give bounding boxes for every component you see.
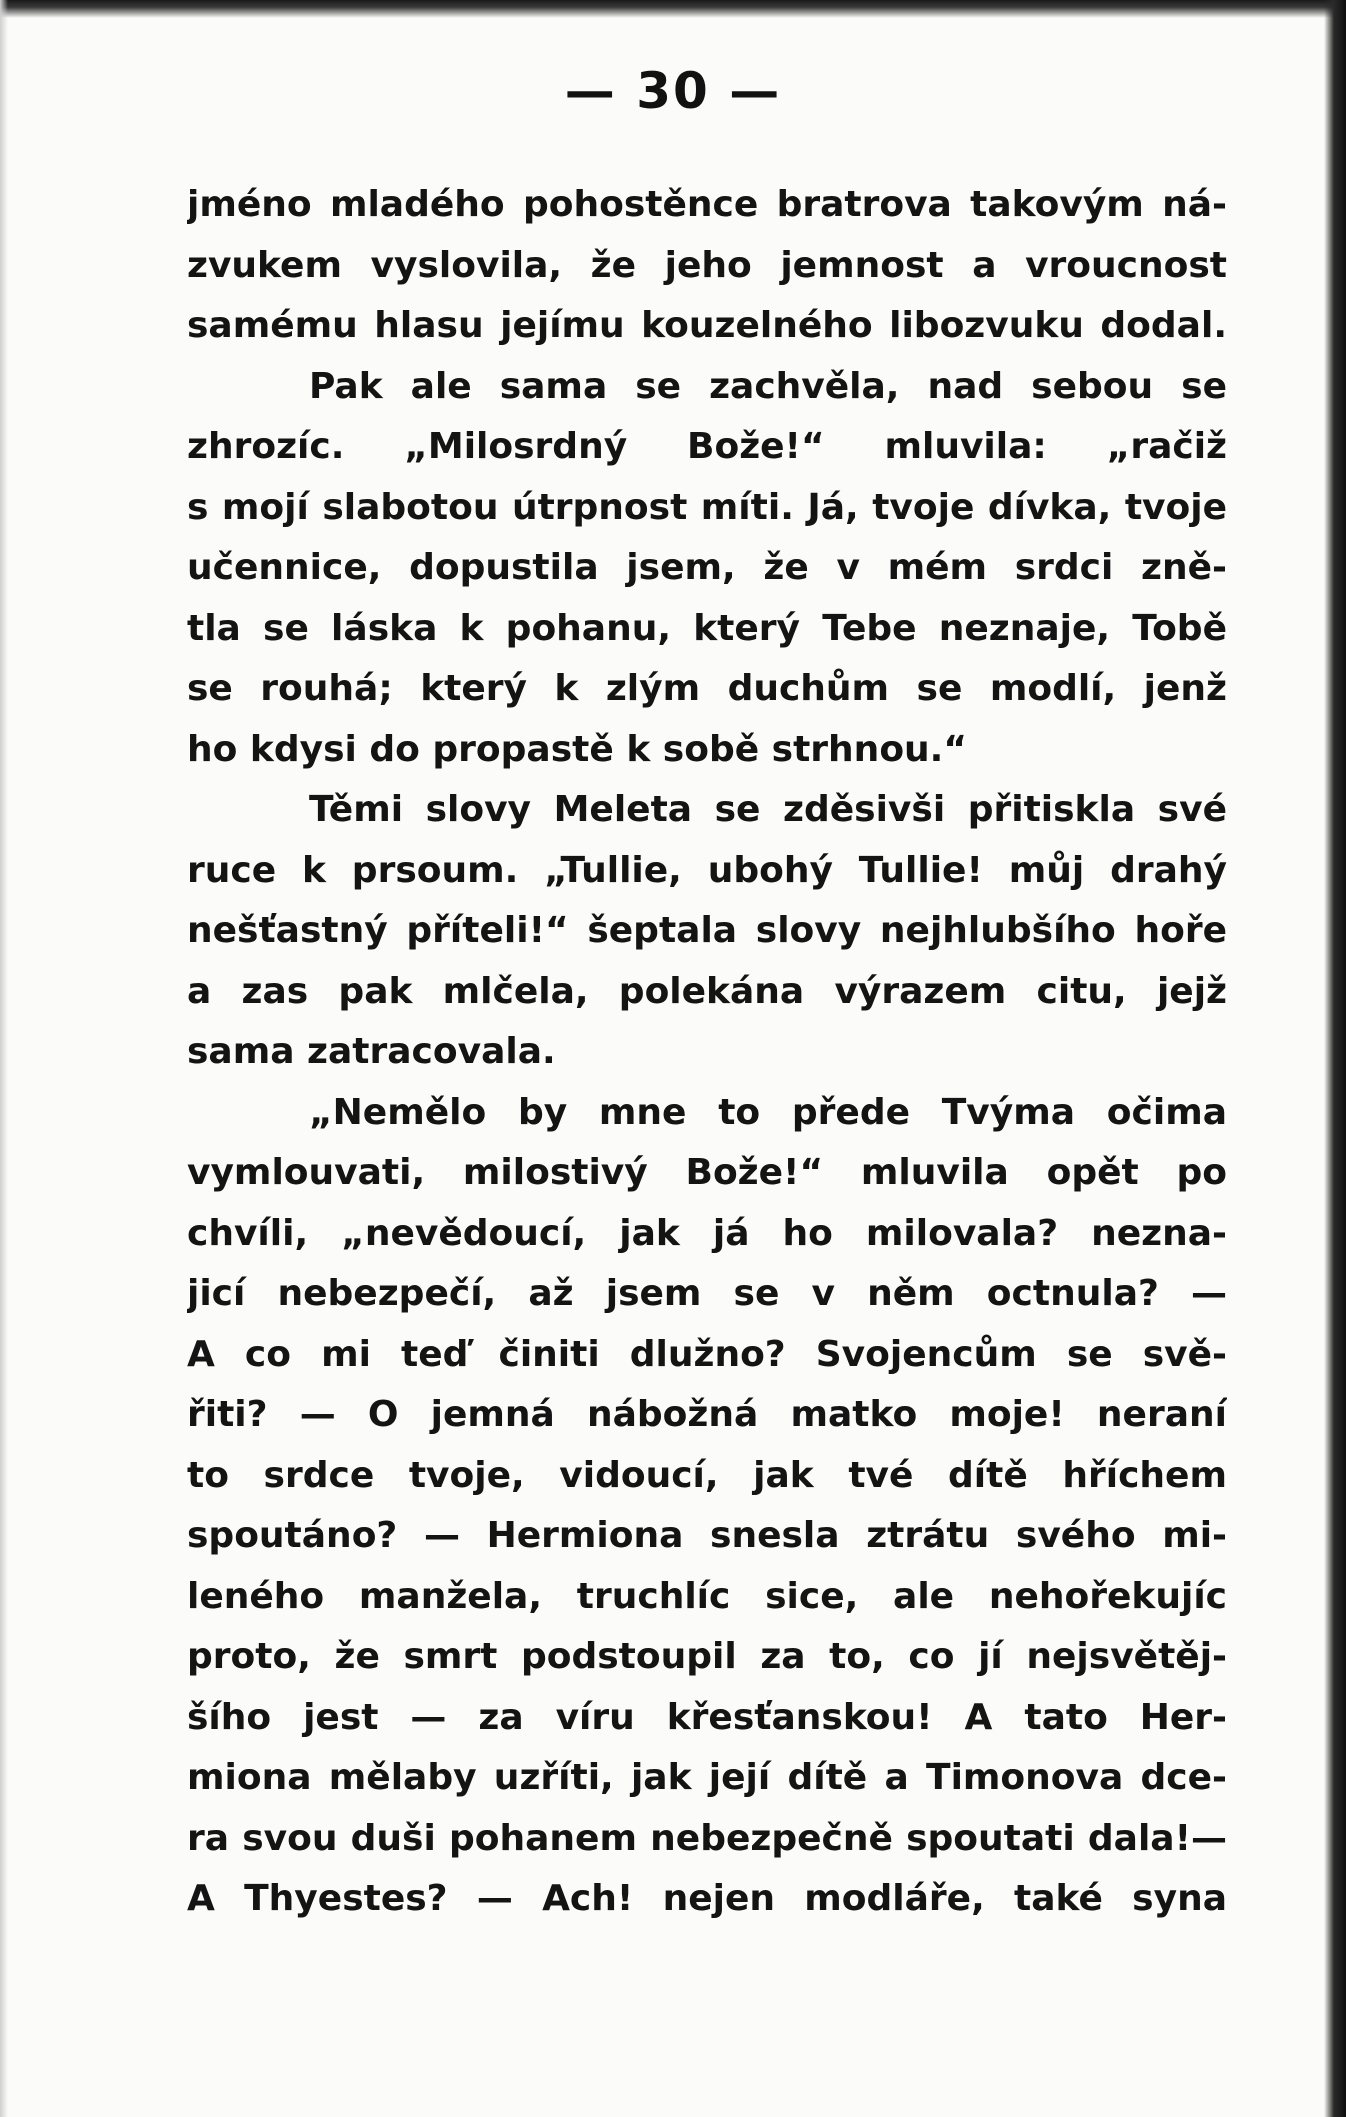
text-line: řiti? — O jemná nábožná matko moje! neraní [187, 1394, 1227, 1435]
scan-right-edge [1324, 0, 1346, 2117]
scan-left-edge [0, 0, 8, 2117]
text-line: Těmi slovy Meleta se zděsivši přitiskla své [309, 789, 1227, 830]
text-line: proto, že smrt podstoupil za to, co jí nejsvětěj- [187, 1636, 1227, 1677]
text-line: ra svou duši pohanem nebezpečně spoutati dala!— [187, 1817, 1227, 1859]
text-line: A co mi teď činiti dlužno? Svojencům se svě- [187, 1333, 1227, 1375]
text-line: sama zatracovala. [187, 1031, 556, 1072]
text-line: leného manžela, truchlíc sice, ale nehořekujíc [187, 1575, 1227, 1617]
text-line: učennice, dopustila jsem, že v mém srdci zně- [187, 547, 1227, 588]
text-line: s mojí slabotou útrpnost míti. Já, tvoje dívka, tvoje [187, 486, 1227, 528]
page-number: — 30 — [564, 62, 782, 120]
text-line: to srdce tvoje, vidoucí, jak tvé dítě hříchem [187, 1454, 1227, 1496]
text-line: chvíli, „nevědoucí, jak já ho milovala? nezna- [187, 1212, 1227, 1254]
text-line: zhrozíc. „Milosrdný Bože!“ mluvila: „račiž [187, 426, 1227, 467]
text-line: a zas pak mlčela, polekána výrazem citu, jejž [187, 970, 1227, 1012]
text-line: vymlouvati, milostivý Bože!“ mluvila opět po [187, 1152, 1227, 1193]
text-line: „Nemělo by mne to přede Tvýma očima [309, 1091, 1227, 1133]
text-line: miona mělaby uzříti, jak její dítě a Timonova dce- [187, 1757, 1227, 1798]
scan-top-edge [0, 0, 1346, 18]
text-line: jméno mladého pohostěnce bratrova takovým ná- [187, 184, 1227, 225]
text-line: samému hlasu jejímu kouzelného libozvuku dodal. [187, 305, 1227, 346]
body-text [187, 175, 1227, 1930]
text-line: A Thyestes? — Ach! nejen modláře, také syna [187, 1878, 1227, 1919]
text-line: jicí nebezpečí, až jsem se v něm octnula? — [187, 1273, 1227, 1314]
text-line: spoutáno? — Hermiona snesla ztrátu svého mi- [187, 1515, 1227, 1556]
text-line: ho kdysi do propastě k sobě strhnou.“ [187, 728, 968, 770]
text-line: tla se láska k pohanu, který Tebe neznaje, Tobě [187, 607, 1227, 649]
text-line: zvukem vyslovila, že jeho jemnost a vroucnost [187, 244, 1227, 286]
text-line: nešťastný příteli!“ šeptala slovy nejhlubšího hoře [187, 910, 1227, 951]
text-line: se rouhá; který k zlým duchům se modlí, jenž [187, 668, 1227, 709]
text-line: ruce k prsoum. „Tullie, ubohý Tullie! můj drahý [187, 849, 1227, 891]
text-line: Pak ale sama se zachvěla, nad sebou se [309, 365, 1227, 407]
text-line: šího jest — za víru křesťanskou! A tato Her- [187, 1696, 1227, 1738]
